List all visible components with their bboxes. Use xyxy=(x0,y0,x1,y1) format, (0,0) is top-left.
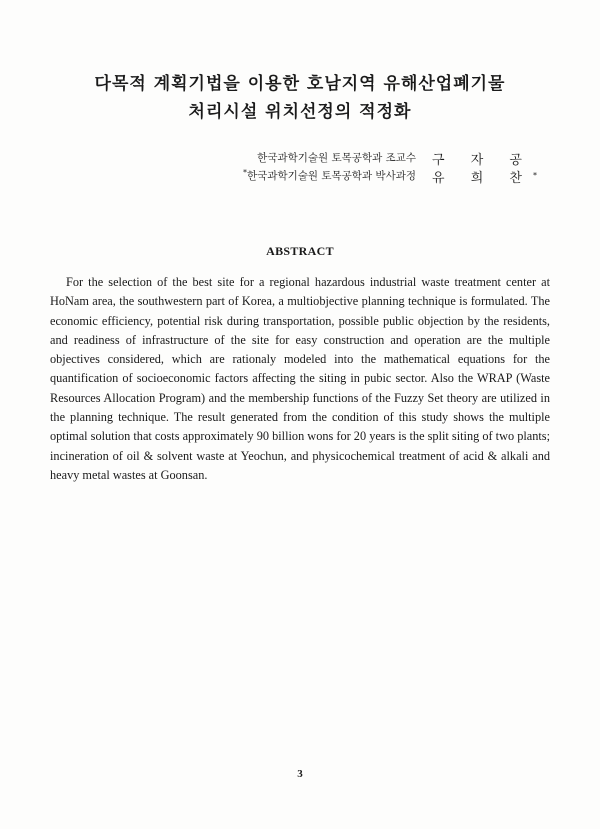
affiliation-text: 한국과학기술원 토목공학과 조교수 xyxy=(257,152,416,164)
page-number: 3 xyxy=(297,768,303,780)
paper-title-line-2: 처리시설 위치선정의 적정화 xyxy=(188,102,412,122)
affiliation-text: 한국과학기술원 토목공학과 박사과정 xyxy=(247,170,416,182)
author-row xyxy=(0,168,600,186)
author-affiliation xyxy=(243,168,416,183)
author-name-text: 구 자 공 xyxy=(432,153,533,168)
author-row xyxy=(0,150,600,168)
author-name xyxy=(432,167,537,186)
author-name xyxy=(432,149,533,168)
abstract-body: For the selection of the best site for a regional hazardous industrial waste treatment center at HoNam area, the southwestern part of Korea, a multiobjective planning technique is formulated. The economic efficiency, potential risk during transportation, possible public objection by the residents, and readiness of infrastructure of the site for easy construction and operation are the multiple objectives considered, which are rationaly modeled into the mathematical equations for the quantification of socioeconomic factors affecting the siting in pubic sector. Also the WRAP (Waste Resources Allocation Program) and the membership functions of the Fuzzy Set theory are utilized in the planning technique. The result generated from the condition of this study shows the multiple optimal solution that costs approximately 90 billion wons for 20 years is the split siting of two plants; incineration of oil & solvent waste at Yeochun, and physicochemical treatment of acid & alkali and heavy metal wastes at Goonsan. xyxy=(50,275,550,482)
author-affiliation xyxy=(257,150,416,165)
author-name-marker: * xyxy=(532,171,537,180)
author-name-text: 유 희 찬 xyxy=(432,171,533,186)
affiliation-marker: * xyxy=(243,168,248,177)
paper-title-line-1: 다목적 계획기법을 이용한 호남지역 유해산업폐기물 xyxy=(94,74,506,94)
abstract-heading: ABSTRACT xyxy=(266,244,334,258)
